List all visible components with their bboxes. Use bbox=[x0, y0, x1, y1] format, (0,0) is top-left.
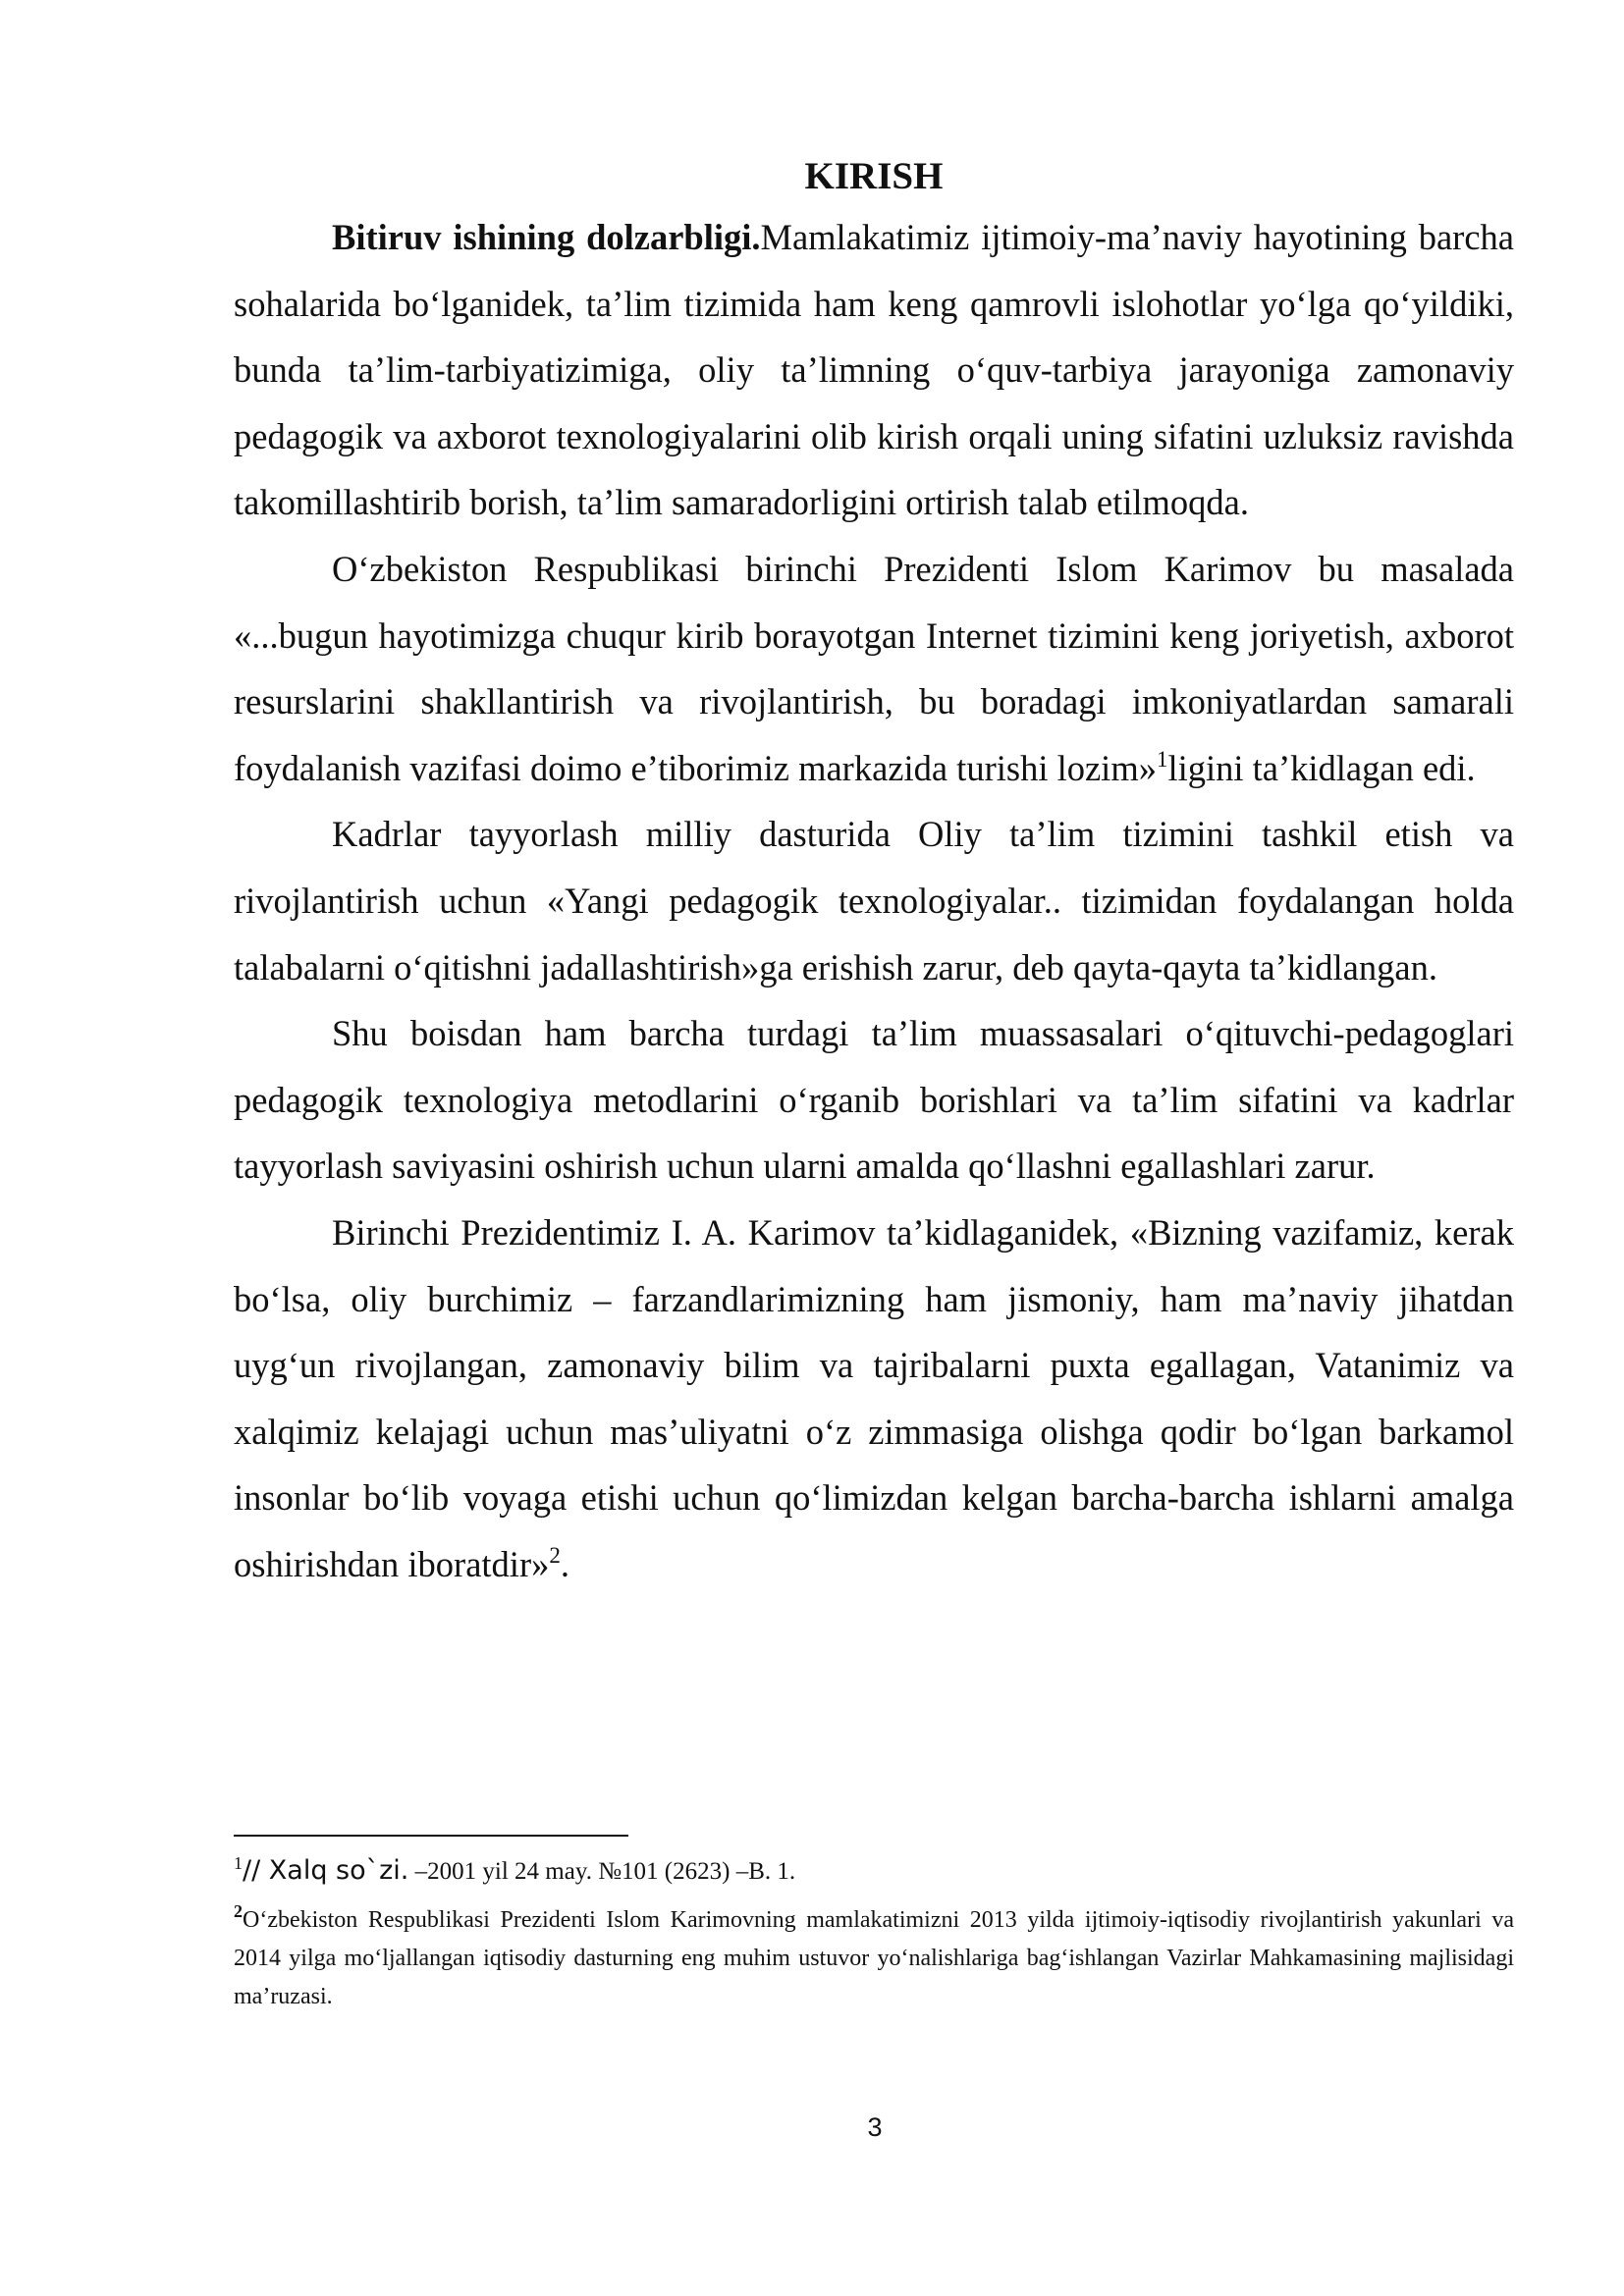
footnote-ref-1[interactable]: 1 bbox=[1156, 746, 1168, 772]
footnote-mark: 1 bbox=[234, 1853, 243, 1873]
paragraph-text-after: . bbox=[560, 1543, 569, 1584]
paragraph-president-task bbox=[234, 1200, 1514, 1598]
paragraph-text-after: ligini ta’kidlagan edi. bbox=[1167, 747, 1476, 788]
footnotes bbox=[234, 1845, 1514, 2016]
footnote-text: –2001 yil 24 may. №101 (2623) –B. 1. bbox=[408, 1858, 796, 1885]
paragraph-bold-lead: Bitiruv ishining dolzarbligi. bbox=[332, 217, 761, 257]
paragraph-teachers bbox=[234, 1000, 1514, 1200]
footnote-1 bbox=[234, 1845, 1514, 1897]
page-number: 3 bbox=[867, 2112, 883, 2142]
paragraph-text: Kadrlar tayyorlash milliy dasturida Oliy ta’lim tizimini tashkil etish va rivojlantirish uchun «Yangi pedagogik texnologiyalar.. tizimidan foydalangan holda talabalarni o‘qitishni jadallashtirish»ga erishish zarur, deb qayta-qayta ta’kidlangan. bbox=[234, 814, 1514, 988]
paragraph-karimov-quote bbox=[234, 536, 1514, 801]
footnote-2 bbox=[234, 1901, 1514, 2016]
footnote-ref-2[interactable]: 2 bbox=[549, 1542, 561, 1568]
paragraph-text: Mamlakatimiz ijtimoiy-ma’naviy hayotining barcha sohalarida bo‘lganidek, ta’lim tizimida ham keng qamrovli islohotlar yo‘lga qo‘yildiki, bunda ta’lim-tarbiyatizimiga, oliy ta’limning o‘quv-tarbiya jarayoniga zamonaviy pedagogik va axborot texnologiyalarini olib kirish orqali uning sifatini uzluksiz ravishda takomillashtirib borish, ta’lim samaradorligini ortirish talab etilmoqda. bbox=[234, 217, 1514, 523]
footnote-source: // Xalq so`zi. bbox=[243, 1855, 409, 1886]
section-heading: KIRISH bbox=[804, 155, 944, 197]
paragraph-relevance bbox=[234, 204, 1514, 536]
footnote-text: O‘zbekiston Respublikasi Prezidenti Islom Karimovning mamlakatimizni 2013 yilda ijtimoiy-iqtisodiy rivojlantirish yakunlari va 2014 yilga mo‘ljallangan iqtisodiy dasturning eng muhim ustuvor yo‘nalishlariga bag‘ishlangan Vazirlar Mahkamasining majlisidagi ma’ruzasi. bbox=[234, 1907, 1514, 2009]
paragraph-text: Shu boisdan ham barcha turdagi ta’lim muassasalari o‘qituvchi-pedagoglari pedagogik texnologiya metodlarini o‘rganib borishlari va ta’lim sifatini va kadrlar tayyorlash saviyasini oshirish uchun ularni amalda qo‘llashni egallashlari zarur. bbox=[234, 1013, 1514, 1187]
paragraph-text: O‘zbekiston Respublikasi birinchi Prezidenti Islom Karimov bu masalada «...bugun hayotimizga chuqur kirib borayotgan Internet tizimini keng joriyetish, axborot resurslarini shakllantirish va rivojlantirish, bu boradagi imkoniyatlardan samarali foydalanish vazifasi doimo e’tiborimiz markazida turishi lozim» bbox=[234, 548, 1514, 788]
footnote-mark: 2 bbox=[234, 1901, 243, 1921]
paragraph-text: Birinchi Prezidentimiz I. A. Karimov ta’kidlaganidek, «Bizning vazifamiz, kerak bo‘lsa, oliy burchimiz – farzandlarimizning ham jismoniy, ham ma’naviy jihatdan uyg‘un rivojlangan, zamonaviy bilim va tajribalarni puxta egallagan, Vatanimiz va xalqimiz kelajagi uchun mas’uliyatni o‘z zimmasiga olishga qodir bo‘lgan barkamol insonlar bo‘lib voyaga etishi uchun qo‘limizdan kelgan barcha-barcha ishlarni amalga oshirishdan iboratdir» bbox=[234, 1211, 1514, 1584]
footnote-separator bbox=[234, 1835, 628, 1837]
paragraph-national-program bbox=[234, 801, 1514, 1000]
main-text bbox=[234, 149, 1514, 1597]
